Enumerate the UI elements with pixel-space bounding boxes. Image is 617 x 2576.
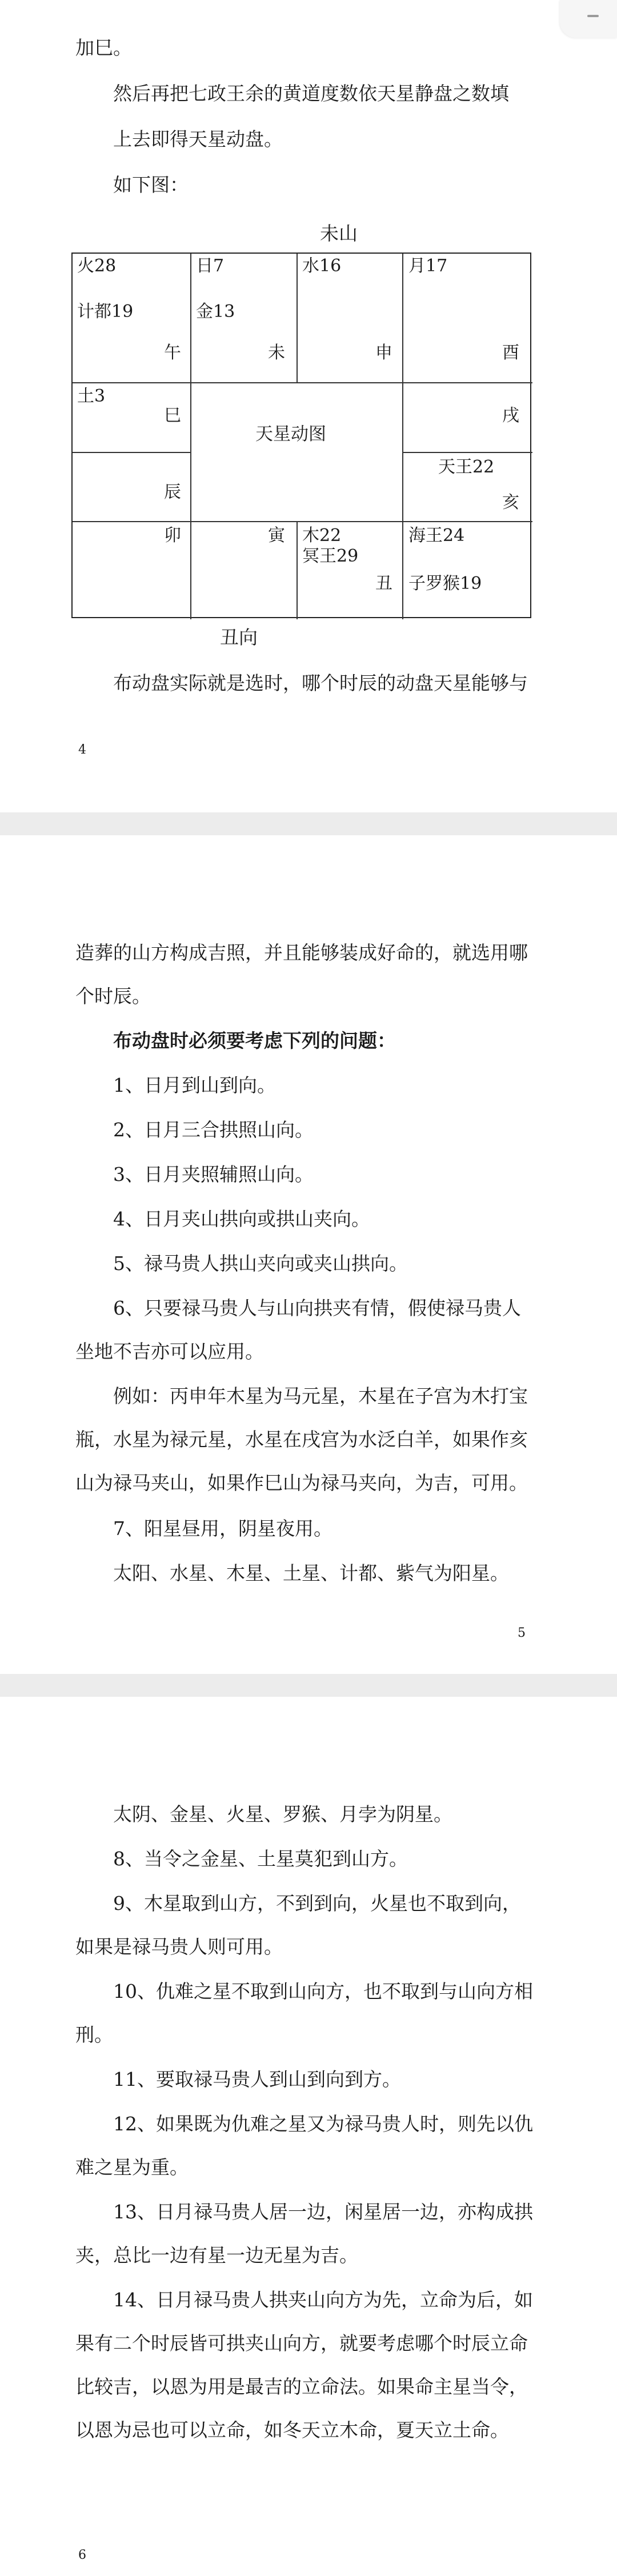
chart-cell-star: 金13: [196, 302, 235, 322]
chart-center-label: 天星动图: [255, 424, 326, 444]
text-line: 如下图：: [113, 174, 189, 196]
chart-cell-star: 水16: [302, 256, 342, 276]
page-number: 5: [518, 1626, 526, 1640]
text-line: 加巳。: [75, 37, 132, 59]
list-item: 5、禄马贵人拱山夹向或夹山拱向。: [113, 1252, 408, 1275]
chart-cell-star: 子罗猴19: [408, 574, 482, 594]
list-item: 6、只要禄马贵人与山向拱夹有情，假使禄马贵人坐地不吉亦可以应用。: [75, 1297, 521, 1363]
chart-cell-branch: 酉: [502, 343, 519, 363]
text-line: 上去即得天星动盘。: [113, 128, 283, 150]
list-item: 14、日月禄马贵人拱夹山向方为先，立命为后，如果有二个时辰皆可拱夹山向方，就要考虑哪个时辰立命比较吉，以恩为用是最吉的立命法。如果命主星当令，以恩为忌也可以立命，如冬天立木命，夏天立土命。: [75, 2289, 533, 2441]
chart-cell-star: 冥王29: [302, 546, 359, 566]
chart-cell-branch: 卯: [164, 526, 181, 546]
list-item: 12、如果既为仇难之星又为禄马贵人时，则先以仇难之星为重。: [75, 2113, 533, 2178]
chart-cell-branch: 申: [375, 343, 392, 363]
chart-bottom-label: 丑向: [220, 626, 258, 648]
list-item: 9、木星取到山方，不到到向，火星也不取到向，如果是禄马贵人则可用。: [75, 1892, 521, 1958]
chart-cell-branch: 戌: [502, 406, 519, 426]
chart-cell-star: 月17: [408, 256, 448, 276]
list-item: 7、阳星昼用，阴星夜用。: [113, 1517, 332, 1540]
list-item: 4、日月夹山拱向或拱山夹向。: [113, 1208, 370, 1230]
list-item: 太阳、水星、木星、土星、计都、紫气为阳星。: [113, 1562, 509, 1584]
chart-cell-star: 计都19: [77, 302, 134, 322]
list-item: 8、当令之金星、土星莫犯到山方。: [113, 1848, 408, 1870]
list-item: 3、日月夹照辅照山向。: [113, 1163, 314, 1185]
list-item: 13、日月禄马贵人居一边，闲星居一边，亦构成拱夹，总比一边有星一边无星为吉。: [75, 2201, 533, 2266]
chart-cell-star: 土3: [77, 386, 106, 406]
chart-cell-branch: 未: [268, 343, 285, 363]
page-number: 6: [78, 2548, 86, 2562]
chart-cell-branch: 寅: [268, 526, 285, 546]
section-heading: 布动盘时必须要考虑下列的问题：: [113, 1029, 396, 1052]
collapse-button[interactable]: [560, 0, 617, 38]
page-1: [0, 0, 617, 812]
chart-cell-star: 日7: [196, 256, 225, 276]
list-item: 11、要取禄马贵人到山到向到方。: [113, 2068, 401, 2090]
chart-cell-branch: 亥: [502, 492, 519, 512]
list-item: 例如：丙申年木星为马元星，木星在子宫为木打宝瓶，水星为禄元星，水星在戌宫为水泛白羊，如果作亥山为禄马夹山，如果作巳山为禄马夹向，为吉，可用。: [75, 1385, 528, 1494]
text-line: 然后再把七政王余的黄道度数依天星静盘之数填: [113, 82, 509, 105]
page-2: [0, 835, 617, 1674]
page-number: 4: [78, 743, 86, 757]
chart-title: 未山: [320, 222, 358, 245]
paragraph: 造葬的山方构成吉照，并且能够装成好命的，就选用哪个时辰。: [75, 942, 528, 1007]
chart-cell-branch: 丑: [375, 574, 392, 594]
chart-cell-star: 火28: [77, 256, 117, 276]
list-item: 太阴、金星、火星、罗猴、月孛为阴星。: [113, 1803, 452, 1825]
page-3: [0, 1697, 617, 2576]
list-item: 1、日月到山到向。: [113, 1074, 276, 1096]
chart-cell-star: 天王22: [438, 457, 495, 477]
text-line: 布动盘实际就是选时，哪个时辰的动盘天星能够与: [113, 672, 528, 694]
chart-cell-branch: 辰: [164, 482, 181, 502]
chart-cell-branch: 午: [164, 343, 181, 363]
chart-cell-branch: 巳: [164, 406, 181, 426]
star-chart-grid: [71, 253, 531, 618]
minus-icon: [587, 15, 599, 17]
chart-cell-star: 木22: [302, 526, 342, 546]
list-item: 10、仇难之星不取到山向方，也不取到与山向方相刑。: [75, 1980, 533, 2046]
list-item: 2、日月三合拱照山向。: [113, 1119, 314, 1141]
chart-cell-star: 海王24: [408, 526, 465, 546]
